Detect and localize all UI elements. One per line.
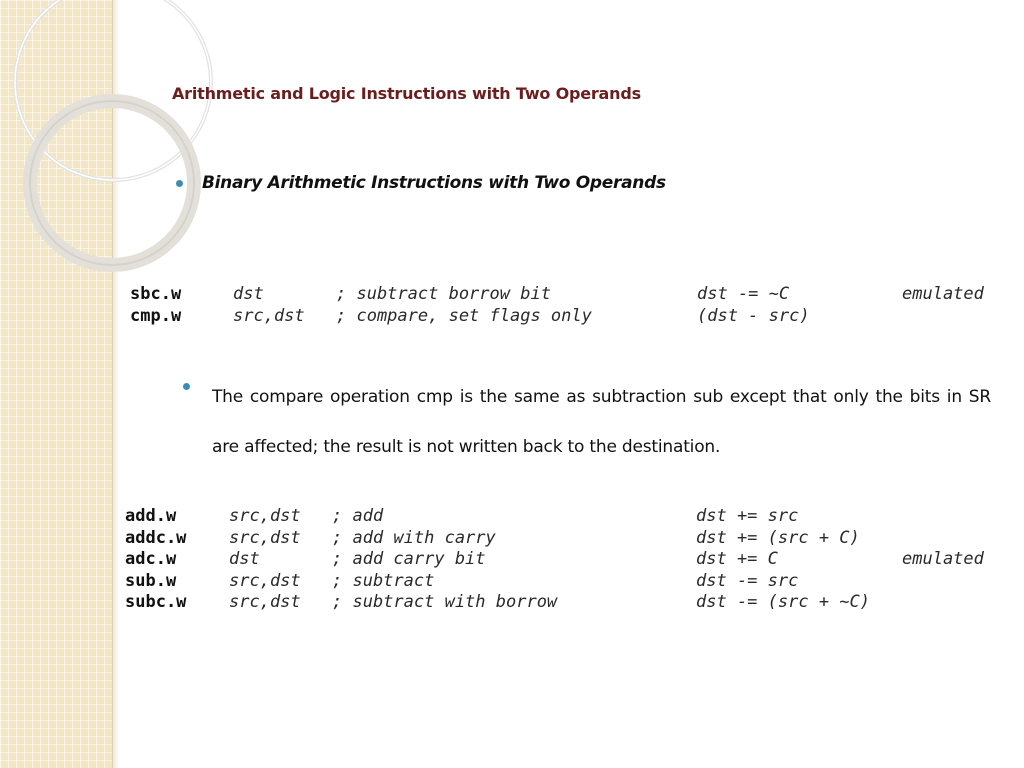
code-effect: dst -= ~C: [697, 284, 790, 304]
code-operands: src,dst: [229, 592, 301, 612]
code-operands: src,dst: [233, 305, 305, 326]
code-operands: src,dst: [229, 527, 301, 548]
code-effect: dst += C: [696, 549, 778, 569]
decorative-circles: [0, 0, 200, 260]
code-row: [125, 506, 799, 528]
subheading-bullet: [176, 173, 666, 193]
code-mnemonic: addc.w: [125, 527, 187, 548]
code-effect: (dst - src): [697, 305, 810, 326]
code-row: [125, 527, 860, 550]
bullet-dot-icon: [176, 180, 183, 187]
code-comment: ; add carry bit: [332, 549, 486, 569]
code-emulated-tag: emulated: [902, 549, 984, 569]
code-mnemonic: sbc.w: [130, 284, 182, 304]
code-effect: dst -= (src + ~C): [696, 592, 870, 612]
code-row: [130, 284, 984, 306]
code-comment: ; subtract borrow bit: [336, 284, 551, 304]
code-emulated-tag: emulated: [902, 284, 984, 304]
code-comment: ; subtract: [332, 570, 435, 591]
code-comment: ; add with carry: [332, 527, 496, 548]
code-mnemonic: cmp.w: [130, 305, 182, 326]
code-row: [130, 305, 810, 328]
code-operands: dst: [229, 549, 260, 569]
code-mnemonic: subc.w: [125, 592, 187, 612]
code-block-1: [130, 284, 984, 327]
code-effect: dst -= src: [696, 570, 799, 591]
code-operands: src,dst: [229, 506, 301, 526]
code-effect: dst += src: [696, 506, 799, 526]
code-mnemonic: add.w: [125, 506, 177, 526]
code-row: [125, 549, 984, 571]
code-effect: dst += (src + C): [696, 527, 860, 548]
code-mnemonic: sub.w: [125, 570, 177, 591]
subheading-text: Binary Arithmetic Instructions with Two Operands: [202, 173, 666, 193]
code-block-2: [125, 506, 984, 614]
code-row: [125, 570, 799, 593]
code-operands: src,dst: [229, 570, 301, 591]
code-row: [125, 592, 870, 614]
note-bullet: [183, 372, 991, 472]
bullet-dot-icon: [183, 383, 190, 390]
code-operands: dst: [233, 284, 264, 304]
code-mnemonic: adc.w: [125, 549, 177, 569]
code-comment: ; subtract with borrow: [332, 592, 558, 612]
code-comment: ; add: [332, 506, 384, 526]
code-comment: ; compare, set flags only: [336, 305, 592, 326]
slide-title: Arithmetic and Logic Instructions with Two Operands: [172, 84, 641, 103]
note-text: The compare operation cmp is the same as subtraction sub except that only the bits in SR are affected; the result is not written back to the destination.: [212, 387, 991, 457]
